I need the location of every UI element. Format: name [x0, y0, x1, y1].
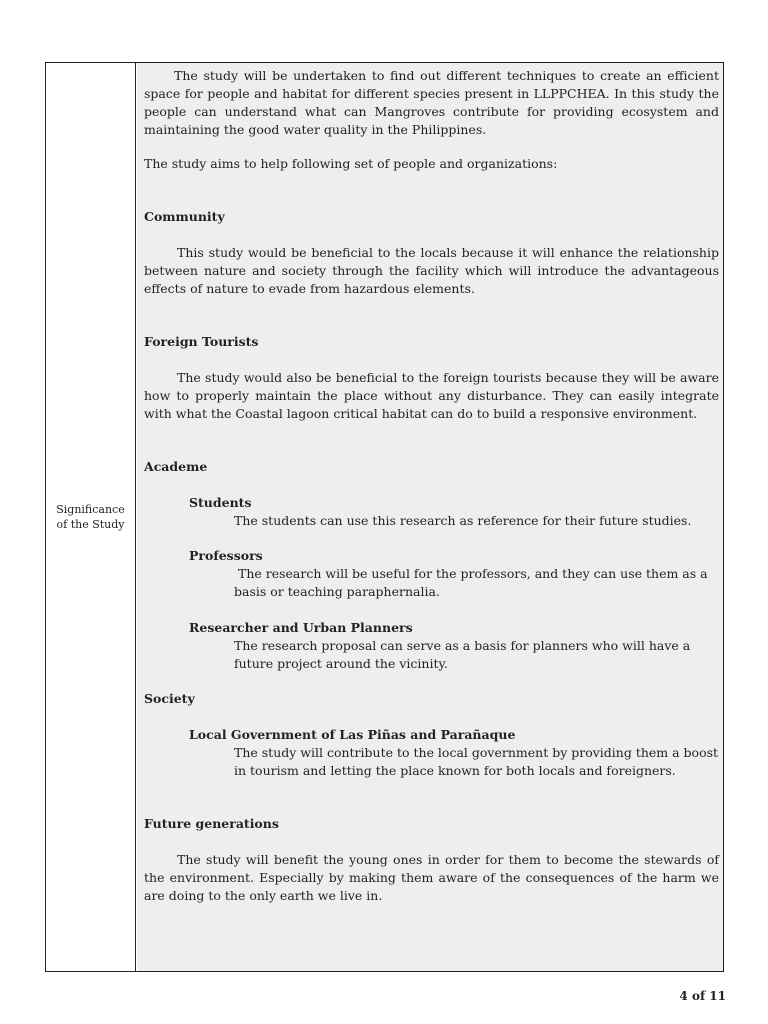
future-generations-paragraph: The study will benefit the young ones in order for them to become the stewards of the environment. Especially by making them aware of the consequences of the harm we are doing to the only earth we live in.: [144, 852, 719, 903]
professors-text: The research will be useful for the professors, and they can use them as a basis or teaching paraphernalia.: [234, 566, 712, 599]
content-cell: [137, 63, 723, 971]
lgu-heading: Local Government of Las Piñas and Parañaque: [189, 727, 516, 742]
society-heading: Society: [144, 691, 195, 706]
students-heading: Students: [189, 495, 252, 510]
section-label: Significance of the Study: [56, 503, 125, 531]
lgu-text: The study will contribute to the local government by providing them a boost in tourism and letting the place known for both locals and foreigners.: [234, 745, 719, 778]
foreign-tourists-paragraph: The study would also be beneficial to the foreign tourists because they will be aware how to properly maintain the place without any disturbance. They can easily integrate with what the Coastal lagoon critical habitat can do to build a responsive environment.: [144, 370, 719, 421]
community-heading: Community: [144, 209, 225, 224]
students-text: The students can use this research as reference for their future studies.: [234, 513, 692, 528]
future-generations-heading: Future generations: [144, 816, 279, 831]
document-table: [45, 62, 724, 972]
foreign-tourists-heading: Foreign Tourists: [144, 334, 259, 349]
section-label-cell: [46, 63, 136, 971]
aims-line: The study aims to help following set of people and organizations:: [144, 156, 558, 171]
intro-paragraph: The study will be undertaken to find out different techniques to create an efficient space for people and habitat for different species present in LLPPCHEA. In this study the people can understand what can Mangroves contribute for providing ecosystem and maintaining the good water quality in the Philippines.: [144, 68, 719, 137]
academe-heading: Academe: [144, 459, 208, 474]
planners-text: The research proposal can serve as a basis for planners who will have a future project around the vicinity.: [234, 638, 691, 671]
community-paragraph: This study would be beneficial to the locals because it will enhance the relationship between nature and society through the facility which will introduce the advantageous effects of nature to evade from hazardous elements.: [144, 245, 719, 296]
planners-heading: Researcher and Urban Planners: [189, 620, 413, 635]
page-number: 4 of 11: [679, 989, 726, 1003]
professors-heading: Professors: [189, 548, 263, 563]
